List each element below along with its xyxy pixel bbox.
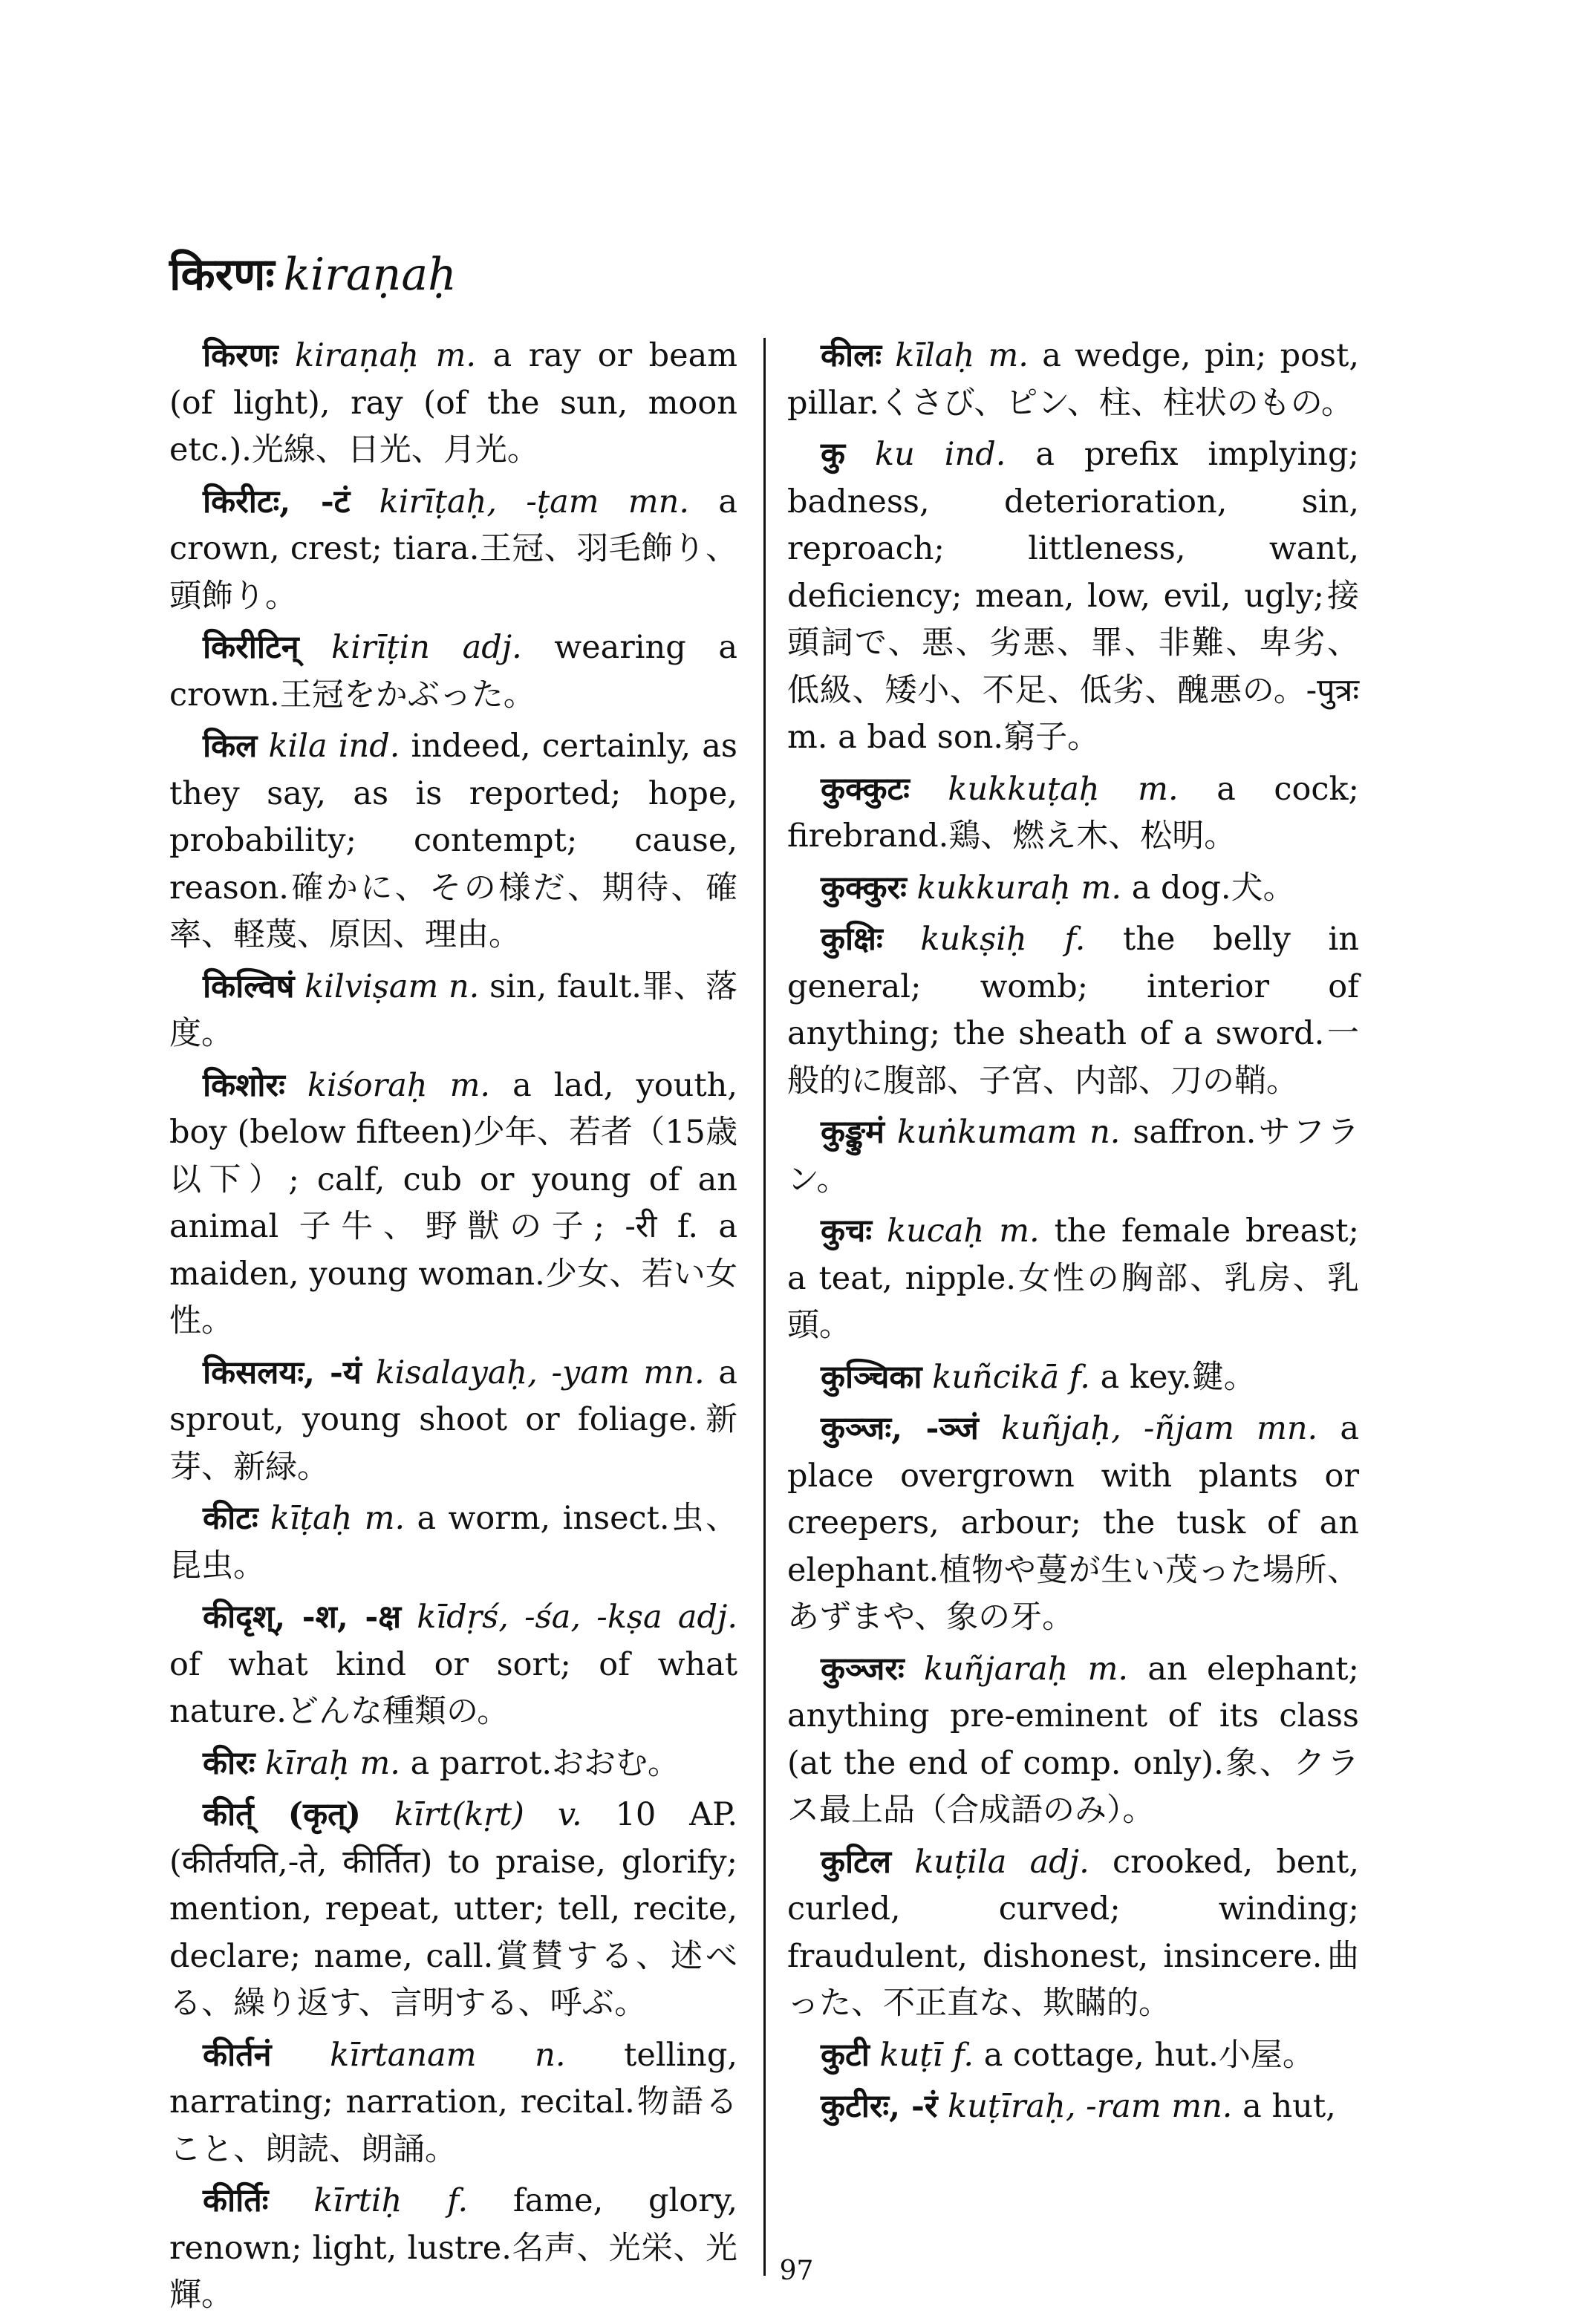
entry-grammar: mn. [1257,1410,1318,1447]
entry-devanagari: कु [821,436,846,473]
entry-devanagari: किरीटिन् [203,629,299,666]
entry-grammar: f. [447,2182,469,2219]
entry-devanagari: कीर्तनं [203,2036,272,2074]
page-number: 97 [779,2256,814,2286]
entry-definition: the belly in general; womb; interior of anything; the sheath of a sword.一般的に腹部、子宮、内部、刀の鞘。 [787,921,1359,1100]
entry-transliteration: kuñcikā [932,1358,1060,1396]
entry-transliteration: kukkuṭaḥ [948,770,1100,808]
dictionary-entry [169,1792,737,2028]
dictionary-entry [787,1839,1359,2028]
left-column [169,333,737,2324]
entry-devanagari: कीरः [203,1744,255,1782]
entry-devanagari: कुञ्जः, -ञ्जं [821,1410,979,1447]
entry-devanagari: कुक्षिः [821,921,883,958]
entry-transliteration: kuṭīraḥ, -ram [948,2088,1162,2125]
entry-definition: wearing a crown.王冠をかぶった。 [169,629,737,714]
entry-devanagari: कीलः [821,337,882,374]
dictionary-entry [169,2032,737,2174]
entry-devanagari: कुञ्जरः [821,1650,905,1688]
entry-devanagari: किसलयः, -यं [203,1354,362,1391]
entry-devanagari: किल्विषं [203,967,295,1005]
entry-transliteration: kucaḥ [887,1212,985,1250]
entry-transliteration: kukṣiḥ [920,921,1027,958]
entry-devanagari: कुटी [821,2036,870,2074]
entry-devanagari: कुक्कुटः [821,770,910,808]
entry-devanagari: किरणः [203,337,278,374]
entry-definition: a dog.犬。 [1131,869,1295,907]
entry-grammar: f. [952,2036,974,2074]
dictionary-entry [787,333,1359,427]
entry-transliteration: kiraṇaḥ [295,337,420,374]
dictionary-entry [169,723,737,959]
dictionary-entry [169,1063,737,1345]
dictionary-entry [787,431,1359,762]
entry-transliteration: kīraḥ [265,1744,350,1782]
entry-definition: a wedge, pin; post, pillar.くさび、ピン、柱、柱状のもの。 [787,337,1359,422]
entry-devanagari: किल [203,728,258,765]
entry-devanagari: कीर्तिः [203,2182,269,2219]
dictionary-entry [169,1495,737,1590]
dictionary-entry [169,333,737,474]
entry-definition: an elephant; anything pre-eminent of its class (at the end of comp. only).象、クラス最上品（合成語のみ）。 [787,1650,1360,1829]
entry-grammar: adj. [462,629,522,666]
dictionary-entry [787,1646,1359,1835]
entry-grammar: n. [448,967,480,1005]
dictionary-entry [787,1354,1359,1402]
dictionary-entry [169,1740,737,1788]
entry-grammar: adj. [1029,1843,1089,1881]
entry-devanagari: कुञ्चिका [821,1358,922,1396]
dictionary-entry [787,916,1359,1105]
entry-grammar: v. [557,1796,582,1833]
entry-definition: a key.鍵。 [1100,1358,1256,1396]
entry-transliteration: kuṭila [914,1843,1007,1881]
entry-transliteration: kuṅkumam [896,1114,1078,1151]
entry-definition: a crown, crest; tiara.王冠、羽毛飾り、頭飾り。 [169,483,737,615]
dictionary-entry [169,624,737,719]
entry-grammar: m. [435,337,477,374]
entry-definition: a worm, insect.虫、昆虫。 [169,1500,737,1584]
entry-transliteration: kīlaḥ [895,337,975,374]
dictionary-entry [169,2178,737,2320]
entry-grammar: n. [535,2036,566,2074]
entry-devanagari: कुटिल [821,1843,891,1881]
entry-transliteration: kisalayaḥ, -yam [375,1354,630,1391]
entry-definition: a cock; firebrand.鶏、燃え木、松明。 [787,770,1360,855]
entry-transliteration: kirīṭin [331,629,430,666]
entry-transliteration: kiśoraḥ [307,1066,428,1104]
dictionary-entry [787,2083,1359,2131]
entry-transliteration: kīdṛś, -śa, -kṣa [417,1599,662,1636]
dictionary-entry [787,2032,1359,2080]
entry-definition: a parrot.おおむ。 [410,1744,680,1782]
dictionary-entry [787,1208,1359,1350]
dictionary-entry [169,964,737,1058]
entry-grammar: n. [1089,1114,1121,1151]
headword-devanagari: किरणः [169,249,275,301]
entry-devanagari: कुङ्कुमं [821,1114,885,1151]
dictionary-entry [787,865,1359,913]
entry-transliteration: kirīṭaḥ, -ṭam [379,483,599,520]
entry-devanagari: कुक्कुरः [821,869,907,907]
dictionary-entry [169,1350,737,1492]
entry-grammar: ind. [944,436,1006,473]
entry-transliteration: kīrtiḥ [313,2182,403,2219]
headword-roman: kiraṇaḥ [283,249,457,301]
entry-definition: a hut, [1242,2088,1336,2125]
entry-definition: the female breast; a teat, nipple.女性の胸部、乳房、乳頭。 [787,1212,1360,1344]
entry-definition: sin, fault.罪、落度。 [169,967,738,1052]
entry-transliteration: kukkuraḥ [916,869,1071,907]
entry-transliteration: kīṭaḥ [270,1500,353,1537]
entry-definition: a prefix implying; badness, deterioration, sin, reproach; littleness, want, deficiency; mean, low, evil, ugly;接頭詞で、悪、劣悪、罪、非難、卑劣、低級、矮小、不足、低劣、醜悪の。-पुत्रः m. a bad son.窮子。 [787,436,1359,756]
entry-transliteration: kilviṣam [304,967,439,1005]
entry-grammar: f. [1064,921,1086,958]
entry-grammar: m. [449,1066,491,1104]
entry-definition: a sprout, young shoot or foliage.新芽、新緑。 [169,1354,738,1486]
entry-definition: a place overgrown with plants or creepers, arbour; the tusk of an elephant.植物や蔓が生い茂った場所、あずまや、象の牙。 [787,1410,1360,1636]
entry-grammar: m. [1087,1650,1129,1688]
dictionary-entry [787,766,1359,861]
entry-definition: of what kind or sort; of what nature.どんな種類の。 [169,1645,737,1730]
entry-devanagari: कीदृश्, -श, -क्ष [203,1599,402,1636]
entry-grammar: mn. [628,483,690,520]
entry-transliteration: kīrtanam [330,2036,477,2074]
entry-definition: indeed, certainly, as they say, as is reported; hope, probability; contempt; cause, reason.確かに、その様だ、期待、確率、軽蔑、原因、理由。 [169,728,737,953]
page-headword [169,245,457,304]
entry-transliteration: kuṭī [879,2036,943,2074]
entry-grammar: mn. [643,1354,705,1391]
entry-definition: a lad, youth, boy (below fifteen)少年、若者（15歳以下）; calf, cub or young of an animal 子牛、野獣の子; -री f. a maiden, young woman.少女、若い女性。 [169,1066,738,1339]
entry-grammar: m. [364,1500,405,1537]
entry-definition: a ray or beam (of light), ray (of the sun, moon etc.).光線、日光、月光。 [169,337,738,469]
entry-grammar: mn. [1171,2088,1233,2125]
entry-transliteration: kuñjaḥ, -ñjam [1000,1410,1234,1447]
entry-definition: telling, narrating; narration, recital.物語ること、朗読、朗誦。 [169,2036,738,2168]
entry-devanagari: कीटः [203,1500,258,1537]
entry-devanagari: कुचः [821,1212,873,1250]
entry-devanagari: किरीटः, -टं [203,483,351,520]
entry-devanagari: कीर्त् (कृत्) [203,1796,362,1833]
dictionary-entry [787,1406,1359,1642]
entry-transliteration: ku [875,436,915,473]
entry-grammar: ind. [338,728,400,765]
entry-grammar: m. [1081,869,1122,907]
entry-devanagari: कुटीरः, -रं [821,2088,938,2125]
entry-devanagari: किशोरः [203,1066,285,1104]
entry-transliteration: kila [268,728,328,765]
entry-definition: crooked, bent, curled, curved; winding; fraudulent, dishonest, insincere.曲った、不正直な、欺瞞的。 [787,1843,1360,2022]
entry-definition: saffron.サフラン。 [787,1114,1360,1198]
column-divider [763,338,766,2276]
entry-definition: a cottage, hut.小屋。 [983,2036,1315,2074]
entry-grammar: m. [999,1212,1040,1250]
entry-transliteration: kuñjaraḥ [924,1650,1069,1688]
dictionary-entry [169,1594,737,1736]
entry-grammar: m. [1138,770,1179,808]
entry-grammar: adj. [677,1599,738,1636]
entry-grammar: m. [988,337,1029,374]
entry-definition: 10 AP. (कीर्तयति,-ते, कीर्तित) to praise, glorify; mention, repeat, utter; tell, recite, declare; name, call.賞賛する、述べる、繰り返す、言明する、呼ぶ。 [169,1796,738,2022]
right-column [787,333,1359,2135]
entry-grammar: m. [359,1744,400,1782]
dictionary-entry [787,1109,1359,1204]
entry-grammar: f. [1069,1358,1090,1396]
entry-definition: fame, glory, renown; light, lustre.名声、光栄、光輝。 [169,2182,737,2314]
dictionary-entry [169,479,737,621]
entry-transliteration: kīrt(kṛt) [394,1796,524,1833]
